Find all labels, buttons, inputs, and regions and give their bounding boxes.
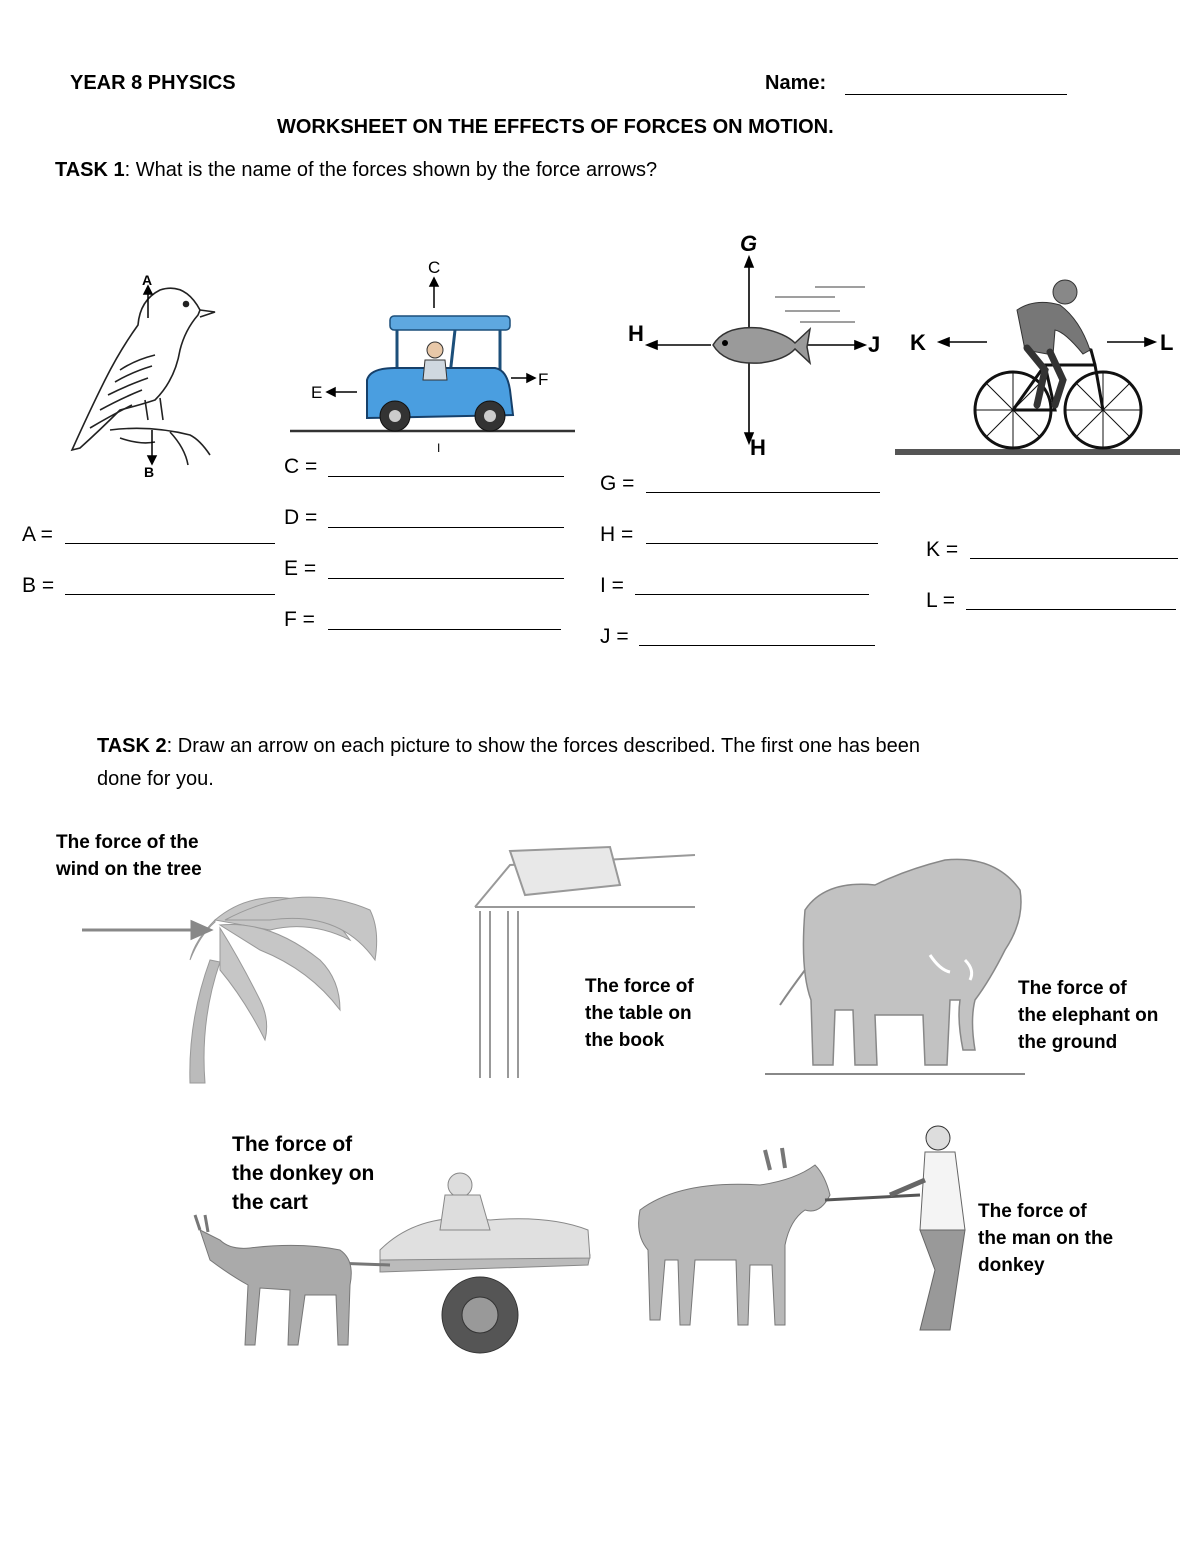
answer-b-input[interactable] xyxy=(65,594,275,595)
answer-i-label: I = xyxy=(600,574,624,597)
bird-branch xyxy=(110,428,210,465)
front-hub xyxy=(389,410,401,422)
answer-g-label: G = xyxy=(600,472,635,495)
letter-a: A xyxy=(142,272,153,288)
bird-body xyxy=(72,288,200,450)
cart-wheel-hub xyxy=(462,1297,498,1333)
course-title: YEAR 8 PHYSICS xyxy=(70,72,236,94)
letter-i: I xyxy=(437,441,441,455)
task2-heading xyxy=(97,735,920,758)
answer-k-input[interactable] xyxy=(970,558,1178,559)
elephant-body xyxy=(803,859,1021,1065)
task2-label: TASK 2 xyxy=(97,735,167,757)
elephant-picture xyxy=(765,850,1030,1080)
fish-eye xyxy=(722,340,728,346)
bird-legs xyxy=(145,398,163,420)
cart-rider-head xyxy=(448,1173,472,1197)
front-spokes xyxy=(1065,372,1141,448)
caption-table-line1: The force of xyxy=(585,976,694,997)
rear-hub xyxy=(484,410,496,422)
palm-trunk xyxy=(190,960,220,1083)
caption-man-line1: The force of xyxy=(978,1201,1087,1222)
arrow-g-head xyxy=(745,257,753,267)
letter-e: E xyxy=(311,383,323,402)
cart-donkey xyxy=(200,1230,351,1345)
rope xyxy=(825,1195,920,1200)
fish-body xyxy=(713,328,810,364)
answer-i-input[interactable] xyxy=(635,594,869,595)
caption-cart-line2: the donkey on xyxy=(232,1162,375,1185)
golf-cart-picture xyxy=(285,250,580,455)
answer-c-input[interactable] xyxy=(328,476,564,477)
man-donkey-picture xyxy=(620,1120,980,1335)
caption-cart-line3: the cart xyxy=(232,1191,308,1214)
caption-table-line3: the book xyxy=(585,1030,665,1051)
caption-table xyxy=(585,973,694,1054)
task1-question: : What is the name of the forces shown by the force arrows? xyxy=(124,159,658,181)
arrow-k-head xyxy=(939,338,949,346)
caption-elephant xyxy=(1018,975,1158,1056)
task1-label: TASK 1 xyxy=(55,159,125,181)
bird-picture xyxy=(60,270,230,485)
arrow-h-left-head xyxy=(647,341,657,349)
cart-driver-head xyxy=(427,342,443,358)
bird-eye xyxy=(184,302,189,307)
task2-instruction-line1: : Draw an arrow on each picture to show the forces described. The first one has been xyxy=(166,735,921,757)
letter-g: G xyxy=(740,231,758,256)
cyclist-picture xyxy=(895,270,1185,460)
letter-f: F xyxy=(538,370,549,389)
caption-tree xyxy=(56,829,202,883)
letter-k: K xyxy=(910,330,926,355)
answer-c-label: C = xyxy=(284,455,318,478)
answer-j-label: J = xyxy=(600,625,629,648)
caption-man-line2: the man on the xyxy=(978,1228,1114,1249)
fish-picture xyxy=(625,225,895,465)
caption-man xyxy=(978,1198,1113,1279)
bird-beak xyxy=(200,310,215,317)
answer-d-input[interactable] xyxy=(328,527,564,528)
man-head xyxy=(926,1126,950,1150)
caption-tree-line1: The force of the xyxy=(56,832,199,853)
answer-a-input[interactable] xyxy=(65,543,275,544)
arrow-c-head xyxy=(430,278,438,286)
answer-k-label: K = xyxy=(926,538,959,561)
answer-l-input[interactable] xyxy=(966,609,1176,610)
letter-h-down: H xyxy=(750,435,766,460)
arrow-f-head xyxy=(527,374,535,382)
answer-f-input[interactable] xyxy=(328,629,561,630)
task2-instruction-line2: done for you. xyxy=(97,768,214,790)
cart-rider-body xyxy=(440,1195,490,1230)
name-label: Name: xyxy=(765,72,827,94)
caption-cart-line1: The force of xyxy=(232,1133,353,1156)
answer-l-label: L = xyxy=(926,589,955,612)
answer-g-input[interactable] xyxy=(646,492,880,493)
man-shirt xyxy=(920,1152,965,1230)
man-arms xyxy=(890,1180,925,1195)
caption-man-line3: donkey xyxy=(978,1255,1045,1276)
book xyxy=(510,847,620,895)
answer-e-label: E = xyxy=(284,557,317,580)
rider-helmet xyxy=(1053,280,1077,304)
cart-driver-body xyxy=(423,360,447,380)
pulled-donkey xyxy=(639,1165,830,1325)
name-input-line[interactable] xyxy=(845,94,1067,95)
answer-h-label: H = xyxy=(600,523,634,546)
answer-e-input[interactable] xyxy=(328,578,564,579)
caption-tree-line2: wind on the tree xyxy=(56,859,202,880)
answer-f-label: F = xyxy=(284,608,315,631)
letter-b: B xyxy=(144,464,155,480)
palm-tree-picture xyxy=(70,880,400,1085)
caption-elephant-line2: the elephant on xyxy=(1018,1005,1159,1026)
cart-donkey-ears xyxy=(195,1215,208,1232)
arrow-l-head xyxy=(1145,338,1155,346)
table-legs xyxy=(480,911,518,1078)
answer-d-label: D = xyxy=(284,506,318,529)
pulled-donkey-ears xyxy=(765,1148,785,1170)
elephant-tail xyxy=(780,970,805,1005)
caption-elephant-line1: The force of xyxy=(1018,978,1127,999)
letter-c: C xyxy=(428,258,441,277)
arrow-b-head xyxy=(148,456,156,464)
man-trousers xyxy=(920,1230,965,1330)
answer-h-input[interactable] xyxy=(646,543,878,544)
answer-j-input[interactable] xyxy=(639,645,875,646)
letter-j: J xyxy=(868,332,881,357)
task1-heading xyxy=(55,159,657,182)
caption-table-line2: the table on xyxy=(585,1003,692,1024)
answer-a-label: A = xyxy=(22,523,53,546)
caption-elephant-line3: the ground xyxy=(1018,1032,1118,1053)
caption-cart xyxy=(232,1130,374,1217)
letter-h-left: H xyxy=(628,321,644,346)
cart-roof xyxy=(390,316,510,330)
letter-l: L xyxy=(1160,330,1174,355)
wind-arrow-head xyxy=(192,922,210,938)
arrow-e-head xyxy=(327,388,335,396)
worksheet-title: WORKSHEET ON THE EFFECTS OF FORCES ON MOTION. xyxy=(277,116,834,138)
arrow-j-head xyxy=(855,341,865,349)
answer-b-label: B = xyxy=(22,574,55,597)
